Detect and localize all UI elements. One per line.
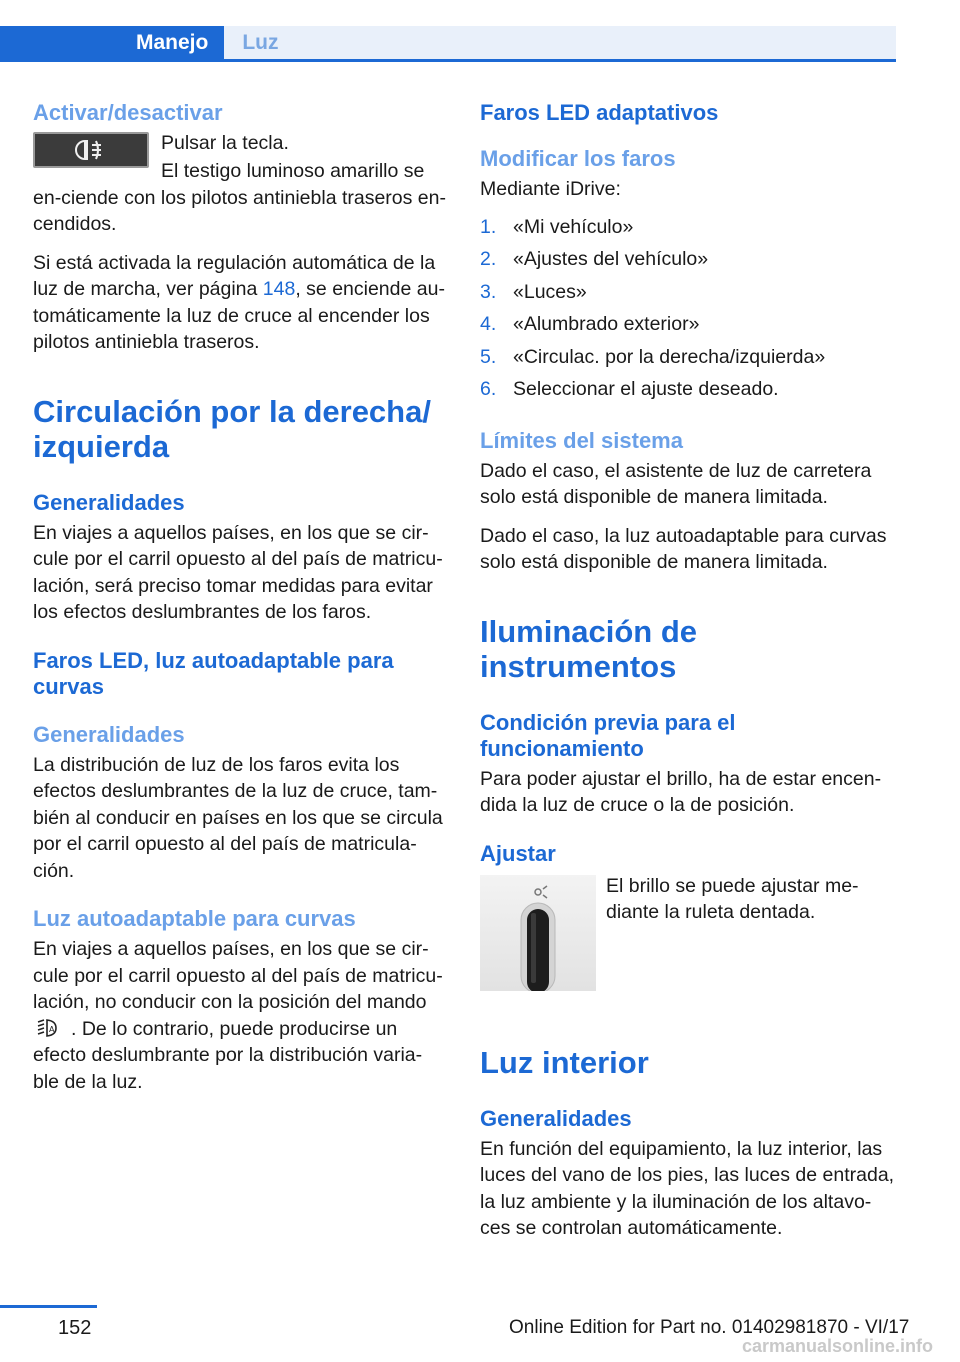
activar-note-text: El testigo luminoso amarillo se en‐ciende con los pilotos antiniebla traseros en‐cendidos. (33, 160, 446, 235)
watermark: carmanualsonline.info (742, 1336, 934, 1356)
section-title-circulacion: Circulación por la derecha/ izquierda (33, 393, 431, 464)
list-item (480, 308, 895, 341)
heading-ajustar: Ajustar (480, 840, 556, 866)
heading-faros-led: Faros LED, luz autoadaptable para curvas (33, 647, 394, 699)
limites-text-1: Dado el caso, el asistente de luz de carretera solo está disponible de manera limitada. (480, 459, 872, 508)
step-number: 3. (480, 280, 497, 303)
activar-auto-text-a: Si está activada la regulación automática de la luz de marcha, ver página (33, 251, 436, 300)
activar-step: Pulsar la tecla. (161, 132, 289, 154)
heading-limites: Límites del sistema (480, 427, 683, 453)
heading-activar: Activar/desactivar (33, 100, 223, 125)
heading-modificar-faros: Modificar los faros (480, 146, 676, 171)
heading-luz-curvas: Luz autoadaptable para curvas (33, 906, 356, 931)
footer-rule (0, 1305, 97, 1308)
thumbwheel-icon (480, 875, 596, 991)
condicion-text: Para poder ajustar el brillo, ha de estar encen‐dida la luz de cruce o la de posición. (480, 767, 882, 816)
generalidades-1-text: En viajes a aquellos países, en los que se cir‐cule por el carril opuesto al del país de matricu‐lación, será preciso tomar medidas para evitar los efectos deslumbrantes de los faros. (33, 521, 443, 623)
step-text: «Alumbrado exterior» (513, 313, 700, 335)
heading-faros-adaptativos: Faros LED adaptativos (480, 100, 719, 125)
header-rule (0, 59, 896, 62)
step-text: «Circulac. por la derecha/izquierda» (513, 345, 826, 368)
step-number: 1. (480, 215, 497, 238)
list-item (480, 276, 895, 309)
tab-luz[interactable]: Luz (224, 26, 896, 59)
step-number: 6. (480, 378, 497, 400)
luz-interior-text: En función del equipamiento, la luz interior, las luces del vano de los pies, las luces de entrada, la luz ambiente y la iluminación de los altavo‐ces se controlan automáticamente. (480, 1137, 895, 1239)
heading-generalidades-3: Generalidades (480, 1105, 632, 1131)
list-item (480, 211, 895, 244)
list-item (480, 373, 895, 406)
page-link-148[interactable]: 148 (262, 278, 296, 300)
chapter-tabs (0, 26, 896, 59)
section-title-instrumentos: Iluminación de instrumentos (480, 613, 698, 684)
generalidades-2-text: La distribución de luz de los faros evita los efectos deslumbrantes de la luz de cruce, tam‐bién al conducir en países en los que se circula por el carril opuesto al del país de matricula‐ción. (33, 753, 443, 882)
list-item (480, 341, 895, 374)
ajustar-block (480, 873, 895, 1023)
left-column (33, 100, 448, 1107)
list-item (480, 243, 895, 276)
svg-text:A: A (49, 1024, 55, 1034)
right-column (480, 100, 895, 1254)
heading-generalidades-2: Generalidades (33, 721, 185, 747)
step-number: 4. (480, 313, 497, 335)
rear-fog-light-icon (33, 132, 149, 168)
automatic-headlight-icon (37, 1017, 61, 1039)
button-instruction (33, 130, 448, 190)
luz-curvas-paragraph (33, 936, 448, 1095)
tab-manejo[interactable]: Manejo (120, 26, 224, 59)
luz-curvas-text-b: . De lo contrario, puede producirse un efecto deslumbrante por la distribución varia‐ble de la luz. (33, 1017, 423, 1093)
activar-auto-text-b: , se enciende au‐tomáticamente la luz de cruce al encender los pilotos antiniebla traseros. (33, 278, 445, 353)
heading-generalidades-1: Generalidades (33, 489, 185, 515)
step-text: Seleccionar el ajuste deseado. (513, 378, 779, 400)
heading-condicion: Condición previa para el funcionamiento (480, 709, 736, 761)
ajustar-text: El brillo se puede ajustar me‐diante la ruleta dentada. (606, 874, 859, 923)
step-text: «Mi vehículo» (513, 215, 634, 238)
activar-auto-paragraph (33, 250, 448, 356)
step-number: 5. (480, 345, 497, 368)
step-text: «Luces» (513, 280, 587, 303)
edition-note: Online Edition for Part no. 01402981870 - VI/17 (509, 1317, 910, 1338)
limites-text-2: Dado el caso, la luz autoadaptable para curvas solo está disponible de manera limitada. (480, 524, 887, 573)
section-title-luz-interior: Luz interior (480, 1044, 649, 1080)
idrive-intro: Mediante iDrive: (480, 178, 621, 200)
luz-curvas-text-a: En viajes a aquellos países, en los que se cir‐cule por el carril opuesto al del país de matricu‐lación, no conducir con la posición del mando (33, 938, 443, 1013)
page-header (0, 0, 896, 62)
step-number: 2. (480, 248, 497, 270)
page-number: 152 (58, 1317, 92, 1339)
step-text: «Ajustes del vehículo» (513, 248, 709, 270)
tab-lead-bar (0, 26, 120, 59)
idrive-steps-list (480, 211, 895, 406)
